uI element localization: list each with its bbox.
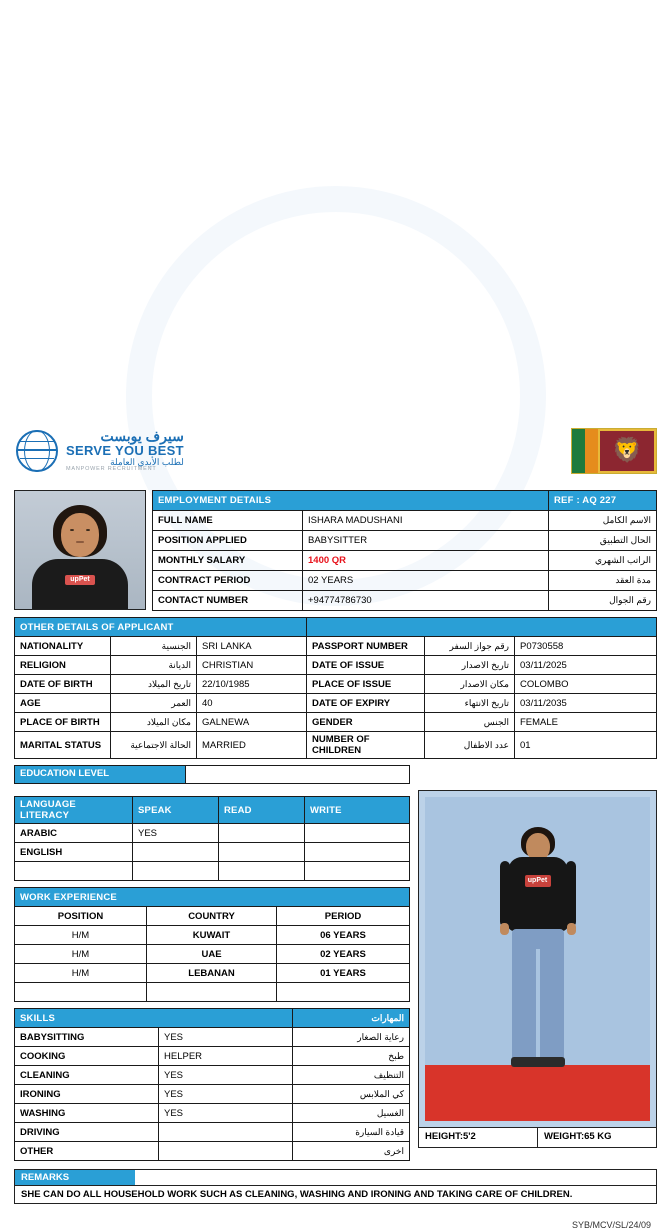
education-level-header: EDUCATION LEVEL <box>14 765 186 784</box>
date-of-issue-label: DATE OF ISSUE <box>307 656 425 675</box>
brand-arabic-title: سيرف يوبست <box>100 428 184 445</box>
gender-arabic: الجنس <box>425 713 515 732</box>
skill-name: CLEANING <box>15 1066 159 1085</box>
table-row <box>15 1066 410 1085</box>
skill-value <box>159 1123 293 1142</box>
place-of-birth-value: GALNEWA <box>197 713 307 732</box>
applicant-full-photo <box>418 790 657 1128</box>
children-label: NUMBER OF CHILDREN <box>307 732 425 759</box>
weight-value: WEIGHT:65 KG <box>538 1128 657 1148</box>
date-of-issue-value: 03/11/2025 <box>515 656 657 675</box>
religion-value: CHRISTIAN <box>197 656 307 675</box>
contact-number-label: CONTACT NUMBER <box>153 591 303 611</box>
company-logo <box>14 428 184 474</box>
globe-icon <box>14 428 60 474</box>
education-level-value <box>186 765 410 784</box>
nationality-value: SRI LANKA <box>197 637 307 656</box>
table-row <box>153 531 657 551</box>
date-of-birth-label: DATE OF BIRTH <box>15 675 111 694</box>
experience-period: 06 YEARS <box>277 926 410 945</box>
brand-tagline: MANPOWER RECRUITMENT <box>66 466 157 472</box>
skills-header: SKILLS <box>15 1009 293 1028</box>
reference-number: REF : AQ 227 <box>549 491 657 511</box>
remarks-text: SHE CAN DO ALL HOUSEHOLD WORK SUCH AS CLEANING, WASHING AND IRONING AND TAKING CARE OF CHILDREN. <box>15 1185 656 1203</box>
language-read <box>219 862 305 881</box>
table-row <box>15 1028 410 1047</box>
language-name <box>15 862 133 881</box>
language-speak <box>133 862 219 881</box>
skill-value: YES <box>159 1085 293 1104</box>
table-row <box>15 1142 410 1161</box>
position-applied-arabic: الحال التطبيق <box>549 531 657 551</box>
table-row <box>15 824 410 843</box>
table-row <box>15 1009 410 1028</box>
country-column-header: COUNTRY <box>147 907 277 926</box>
height-value: HEIGHT:5'2 <box>418 1128 538 1148</box>
table-row <box>15 1047 410 1066</box>
sri-lanka-flag-icon: 🦁 <box>571 428 657 474</box>
education-level-section <box>14 765 410 784</box>
skill-arabic: طبخ <box>293 1047 410 1066</box>
contact-number-arabic: رقم الجوال <box>549 591 657 611</box>
monthly-salary-arabic: الراتب الشهري <box>549 551 657 571</box>
date-of-expiry-value: 03/11/2035 <box>515 694 657 713</box>
skill-value: YES <box>159 1028 293 1047</box>
table-row <box>153 551 657 571</box>
language-read <box>219 824 305 843</box>
table-row <box>15 907 410 926</box>
language-write <box>305 824 410 843</box>
nationality-arabic: الجنسية <box>111 637 197 656</box>
age-value: 40 <box>197 694 307 713</box>
position-applied-value: BABYSITTER <box>303 531 549 551</box>
table-row <box>153 491 657 511</box>
page-header <box>14 428 657 486</box>
table-row <box>15 656 657 675</box>
language-literacy-table <box>14 796 410 881</box>
skill-arabic: اخرى <box>293 1142 410 1161</box>
skill-name: COOKING <box>15 1047 159 1066</box>
table-row <box>15 732 657 759</box>
table-row <box>15 843 410 862</box>
other-details-header-spacer <box>307 618 657 637</box>
age-label: AGE <box>15 694 111 713</box>
table-row <box>153 591 657 611</box>
footer-code: SYB/MCV/SL/24/09 <box>571 1220 651 1230</box>
skill-value: HELPER <box>159 1047 293 1066</box>
write-header: WRITE <box>305 797 410 824</box>
language-speak <box>133 843 219 862</box>
table-row <box>15 1123 410 1142</box>
position-applied-label: POSITION APPLIED <box>153 531 303 551</box>
language-header: LANGUAGE LITERACY <box>15 797 133 824</box>
skill-value: YES <box>159 1104 293 1123</box>
gender-value: FEMALE <box>515 713 657 732</box>
table-row <box>15 945 410 964</box>
place-of-birth-arabic: مكان الميلاد <box>111 713 197 732</box>
contact-number-value: +94774786730 <box>303 591 549 611</box>
contract-period-label: CONTRACT PERIOD <box>153 571 303 591</box>
gender-label: GENDER <box>307 713 425 732</box>
full-name-label: FULL NAME <box>153 511 303 531</box>
skill-name: DRIVING <box>15 1123 159 1142</box>
date-of-birth-arabic: تاريخ الميلاد <box>111 675 197 694</box>
language-write <box>305 843 410 862</box>
contract-period-arabic: مدة العقد <box>549 571 657 591</box>
date-of-birth-value: 22/10/1985 <box>197 675 307 694</box>
table-row <box>15 618 657 637</box>
remarks-header: REMARKS <box>15 1170 135 1185</box>
period-column-header: PERIOD <box>277 907 410 926</box>
place-of-issue-value: COLOMBO <box>515 675 657 694</box>
religion-label: RELIGION <box>15 656 111 675</box>
passport-number-arabic: رقم جواز السفر <box>425 637 515 656</box>
other-details-header: OTHER DETAILS OF APPLICANT <box>15 618 307 637</box>
skill-arabic: رعاية الصغار <box>293 1028 410 1047</box>
table-row <box>15 888 410 907</box>
place-of-issue-arabic: مكان الاصدار <box>425 675 515 694</box>
photo-shirt-logo: upPet <box>65 575 95 585</box>
experience-period <box>277 983 410 1002</box>
table-row <box>15 675 657 694</box>
table-row <box>15 1085 410 1104</box>
passport-number-label: PASSPORT NUMBER <box>307 637 425 656</box>
table-row <box>15 1104 410 1123</box>
table-row <box>15 694 657 713</box>
marital-status-arabic: الحالة الاجتماعية <box>111 732 197 759</box>
skill-name: BABYSITTING <box>15 1028 159 1047</box>
passport-number-value: P0730558 <box>515 637 657 656</box>
table-row <box>15 797 410 824</box>
language-name: ENGLISH <box>15 843 133 862</box>
employment-details-table <box>152 490 657 611</box>
table-row <box>153 571 657 591</box>
experience-period: 02 YEARS <box>277 945 410 964</box>
work-experience-table <box>14 887 410 1002</box>
experience-country: UAE <box>147 945 277 964</box>
language-write <box>305 862 410 881</box>
experience-country <box>147 983 277 1002</box>
language-speak: YES <box>133 824 219 843</box>
full-name-value: ISHARA MADUSHANI <box>303 511 549 531</box>
table-row <box>153 511 657 531</box>
religion-arabic: الديانة <box>111 656 197 675</box>
marital-status-label: MARITAL STATUS <box>15 732 111 759</box>
table-row <box>15 713 657 732</box>
marital-status-value: MARRIED <box>197 732 307 759</box>
measurements-row <box>418 1128 657 1148</box>
nationality-label: NATIONALITY <box>15 637 111 656</box>
monthly-salary-value: 1400 QR <box>303 551 549 571</box>
experience-country: KUWAIT <box>147 926 277 945</box>
monthly-salary-label: MONTHLY SALARY <box>153 551 303 571</box>
work-experience-header: WORK EXPERIENCE <box>15 888 410 907</box>
position-column-header: POSITION <box>15 907 147 926</box>
date-of-issue-arabic: تاريخ الاصدار <box>425 656 515 675</box>
skill-arabic: كي الملابس <box>293 1085 410 1104</box>
table-row <box>15 926 410 945</box>
language-name: ARABIC <box>15 824 133 843</box>
experience-country: LEBANAN <box>147 964 277 983</box>
date-of-expiry-arabic: تاريخ الانتهاء <box>425 694 515 713</box>
place-of-birth-label: PLACE OF BIRTH <box>15 713 111 732</box>
employment-section <box>14 490 657 611</box>
experience-position: H/M <box>15 926 147 945</box>
children-arabic: عدد الاطفال <box>425 732 515 759</box>
age-arabic: العمر <box>111 694 197 713</box>
contract-period-value: 02 YEARS <box>303 571 549 591</box>
language-read <box>219 843 305 862</box>
employment-header: EMPLOYMENT DETAILS <box>153 491 549 511</box>
skill-name: IRONING <box>15 1085 159 1104</box>
skill-name: WASHING <box>15 1104 159 1123</box>
skills-table <box>14 1008 410 1161</box>
experience-position <box>15 983 147 1002</box>
place-of-issue-label: PLACE OF ISSUE <box>307 675 425 694</box>
other-details-table <box>14 617 657 759</box>
skill-arabic: الغسيل <box>293 1104 410 1123</box>
applicant-passport-photo <box>14 490 146 610</box>
skill-value <box>159 1142 293 1161</box>
date-of-expiry-label: DATE OF EXPIRY <box>307 694 425 713</box>
experience-period: 01 YEARS <box>277 964 410 983</box>
skill-arabic: التنظيف <box>293 1066 410 1085</box>
skill-arabic: قيادة السيارة <box>293 1123 410 1142</box>
children-value: 01 <box>515 732 657 759</box>
brand-english-title: SERVE YOU BEST <box>66 442 184 458</box>
full-photo-shirt-logo: upPet <box>525 875 551 887</box>
skills-header-arabic: المهارات <box>293 1009 410 1028</box>
table-row <box>15 964 410 983</box>
skill-value: YES <box>159 1066 293 1085</box>
speak-header: SPEAK <box>133 797 219 824</box>
experience-position: H/M <box>15 945 147 964</box>
skill-name: OTHER <box>15 1142 159 1161</box>
table-row <box>15 862 410 881</box>
table-row <box>15 637 657 656</box>
remarks-section <box>14 1169 657 1204</box>
full-name-arabic: الاسم الكامل <box>549 511 657 531</box>
table-row <box>15 983 410 1002</box>
read-header: READ <box>219 797 305 824</box>
brand-arabic-subtitle: لطلب الأيدي العاملة <box>110 456 184 467</box>
experience-position: H/M <box>15 964 147 983</box>
